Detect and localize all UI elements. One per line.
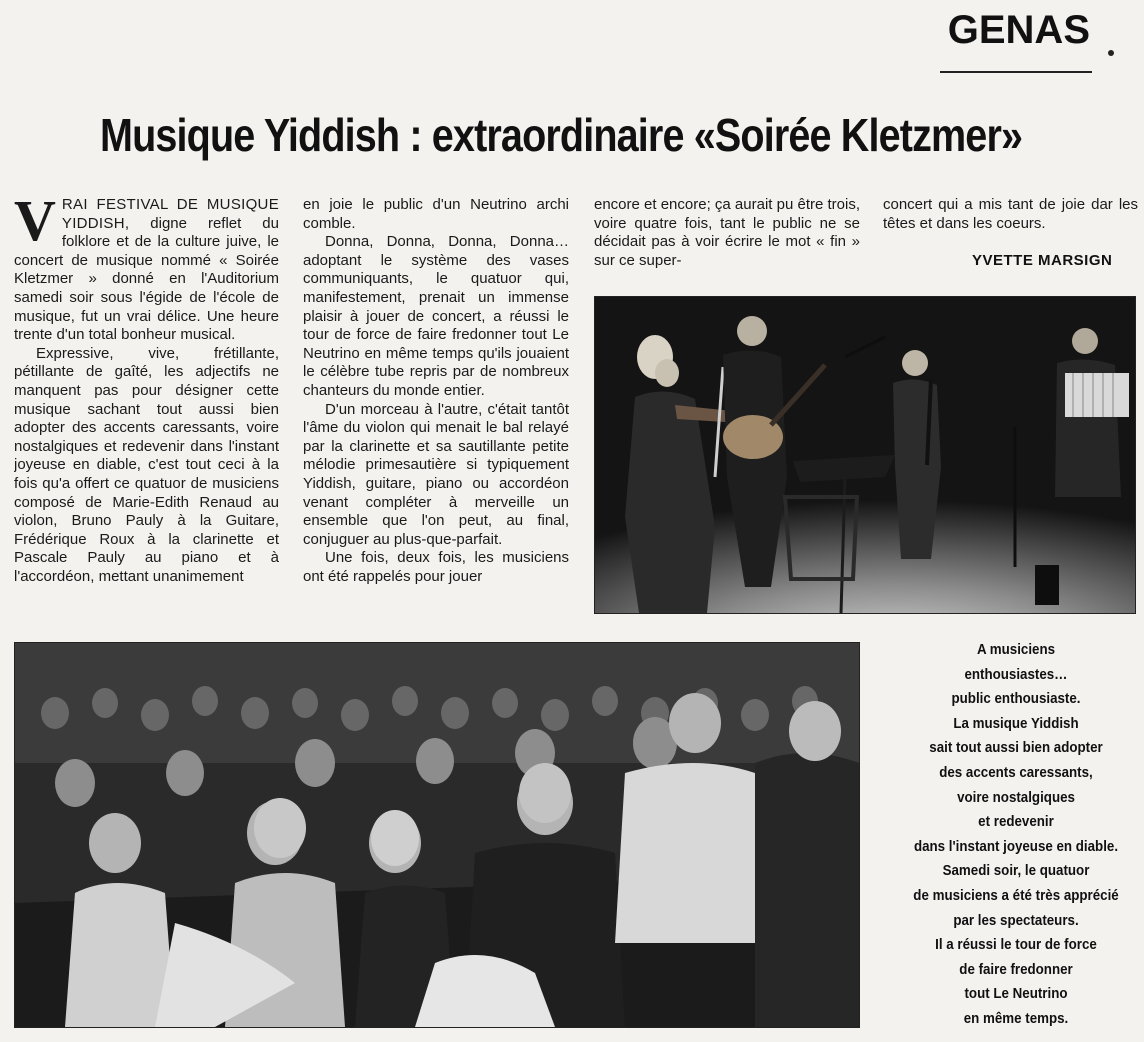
- paragraph-5-continued: encore et encore; ça aurait pu être trois, voire quatre fois, tant le public ne se décidait pas à voir écrire le mot « fin » sur ce super-: [594, 196, 860, 269]
- paragraph-4: D'un morceau à l'autre, c'était tantôt l'âme du violon qui menait le bal relayé par la clarinette et sa sautillante petite mélodie primesautière si typiquement Yiddish, guitare, piano ou accordéon venant compléter à merveille un ensemble que l'on peut, au final, conjuguer au plus-que-parfait.: [303, 400, 569, 548]
- caption-line: de faire fredonner: [959, 961, 1073, 978]
- caption-line: des accents caressants,: [939, 764, 1093, 781]
- article-column-1: [14, 196, 279, 616]
- stage-photo-image: [595, 297, 1135, 613]
- caption-line: dans l'instant joyeuse en diable.: [913, 838, 1119, 855]
- section-label: GENAS: [947, 8, 1090, 52]
- lead-in: RAI FESTIVAL DE MUSIQUE YIDDISH,: [61, 196, 279, 232]
- caption-line: A musiciens: [976, 642, 1056, 658]
- caption-line: par les spectateurs.: [953, 912, 1079, 929]
- section-rule: [940, 71, 1092, 73]
- caption-line: sait tout aussi bien adopter: [929, 740, 1103, 757]
- caption-line: et redevenir: [978, 814, 1054, 831]
- paragraph-1: [14, 196, 279, 345]
- caption-line: voire nostalgiques: [957, 789, 1075, 806]
- caption-line: public enthousiaste.: [951, 691, 1081, 708]
- paragraph-2: Expressive, vive, frétillante, pétillante de gaîté, les adjectifs ne manquent pas pour désigner cette musique sachant tout aussi bien adopter des accents caressants, voire nostalgiques et redevenir dans l'instant joyeuse en diable, c'est tout ceci à la fois qu'a offert ce quatuor de musiciens composé de Marie-Edith Renaud au violon, Bruno Pauly à la Guitare, Frédérique Roux à la clarinette et Pascale Pauly au piano et à l'accordéon, mettant unanimement: [14, 344, 279, 585]
- dropcap: V: [14, 196, 56, 253]
- stage-photo: [594, 296, 1136, 614]
- paragraph-2-continued: en joie le public d'un Neutrino archi comble.: [303, 196, 569, 232]
- paragraph-3: Donna, Donna, Donna, Donna… adoptant le système des vases communiquants, le quatuor qui, manifestement, prenait un immense plaisir à jouer de concert, a réussi le tour de force de faire fredonner tout Le Neutrino en même temps qu'ils jouaient le célèbre tube repris par de nombreux chanteurs du monde entier.: [303, 233, 569, 399]
- article-column-4: [883, 196, 1138, 238]
- caption-line: tout Le Neutrino: [964, 986, 1068, 1003]
- caption-line: de musiciens a été très apprécié: [913, 887, 1119, 904]
- caption-line: Il a réussi le tour de force: [935, 937, 1097, 954]
- section-dot: [1108, 50, 1114, 56]
- photo-caption: [900, 638, 1132, 1032]
- article-column-2: [303, 196, 569, 616]
- caption-line: en même temps.: [963, 1010, 1069, 1027]
- caption-line: La musique Yiddish: [953, 715, 1079, 732]
- caption-line: Samedi soir, le quatuor: [942, 863, 1090, 880]
- byline: YVETTE MARSIGN: [972, 252, 1113, 269]
- audience-photo-image: [15, 643, 859, 1027]
- caption-line: enthousiastes…: [964, 666, 1068, 683]
- paragraph-5-end: concert qui a mis tant de joie dar les têtes et dans les coeurs.: [883, 196, 1138, 232]
- paragraph-1-text: digne reflet du folklore et de la culture juive, le concert de musique nommé « Soirée Kletzmer » donné en l'Auditorium samedi soir sous l'égide de l'école de musique, fut un vrai délice. Une heure trente d'un total bonheur musical.: [14, 214, 279, 344]
- headline: Musique Yiddish : extraordinaire «Soirée Kletzmer»: [100, 109, 1023, 161]
- audience-photo: [14, 642, 860, 1028]
- paragraph-5: Une fois, deux fois, les musiciens ont été rappelés pour jouer: [303, 549, 569, 585]
- article-column-3: [594, 196, 860, 276]
